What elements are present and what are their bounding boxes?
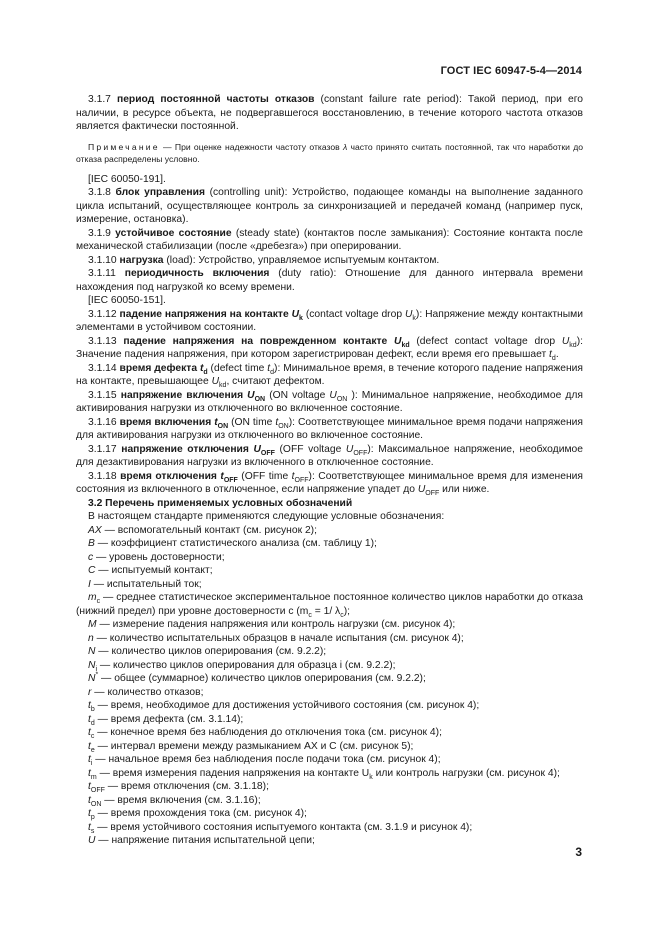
list-item: $t_{OFF}$ — время отключения (см. 3.1.18); [88,781,269,795]
list-item: $t_e$ — интервал времени между размыканием AX и C (см. рисунок 5); [88,740,414,754]
note: Примечание — При оценке надежности частоту отказов λ часто принято считать постоянной, так что наработки до отказа распределены условно. [76,141,583,164]
list-item: AX — вспомогательный контакт (см. рисунок 2); [88,524,317,536]
page-header: ГОСТ IEC 60947-5-4—2014 [440,65,582,77]
list-item: $t_s$ — время устойчивого состояния испытуемого контакта (см. 3.1.9 и рисунок 4); [88,821,473,835]
definition-3-1-13: 3.1.13 падение напряжения на поврежденном контакте $U_{kd}$ (defect contact voltage drop $U_{kd}$): Значение падения напряжения, при котором зарегистрирован дефект, если время его превышает $t_d$. [76,335,583,363]
page-number: 3 [575,844,582,859]
list-item: c — уровень достоверности; [88,551,225,563]
definition-3-1-9: 3.1.9 устойчивое состояние (steady state) (контактов после замыкания): Состояние контакта после механической стабилизации (после «дребезга») при оперировании. [76,227,583,252]
list-item: C — испытуемый контакт; [88,565,213,576]
list-item: $t_i$ — начальное время без наблюдения после подачи тока (см. рисунок 4); [88,754,441,768]
list-item: $N_i$ — количество циклов оперирования для образца i (см. 9.2.2); [88,659,396,673]
list-item: N* — общее (суммарное) количество циклов оперирования (см. 9.2.2); [88,671,426,684]
definition-3-1-8: 3.1.8 блок управления (controlling unit): Устройство, подающее команды на выполнение заданного цикла испытаний, осуществляющее контроль за синхронизацией и передачей команд (например пуск, измерение, остановка). [76,187,583,225]
list-item: $t_b$ — время, необходимое для достижения устойчивого состояния (см. рисунок 4); [88,700,480,714]
definition-3-1-7: 3.1.7 период постоянной частоты отказов (constant failure rate period): Такой период, при его наличии, в ресурсе объекта, не подвергавшегося восстановлению, в течение которого частота отказов является фактически постоянной. [76,94,583,132]
list-item: $t_m$ — время измерения падения напряжения на контакте $U_k$ или контроль нагрузки (см. рисунок 4); [88,767,560,781]
definition-3-1-10: 3.1.10 нагрузка (load): Устройство, управляемое испытуемым контактом. [88,254,440,266]
section-intro: В настоящем стандарте применяются следующие условные обозначения: [88,511,445,522]
list-item: I — испытательный ток; [88,578,202,590]
list-item: $t_p$ — время прохождения тока (см. рисунок 4); [88,808,307,822]
list-item: B — коэффициент статистического анализа (см. таблицу 1); [88,538,377,549]
list-item: r — количество отказов; [88,686,204,698]
definition-3-1-15: 3.1.15 напряжение включения $U_{ON}$ (ON voltage $U_{ON}$ ): Минимальное напряжение, необходимое для активирования нагрузки из отключенного во включенное состояние. [76,389,583,414]
list-item: $t_{ON}$ — время включения (см. 3.1.16); [88,794,261,808]
list-item: U — напряжение питания испытательной цепи; [88,835,315,846]
list-item: N — количество циклов оперирования (см. 9.2.2); [88,646,327,657]
definition-3-1-18: 3.1.18 время отключения $t_{OFF}$ (OFF time $t_{OFF}$): Соответствующее минимальное время для изменения состояния из включенного в отключенное, если напряжение упадет до $U_{OFF}$ или ниже. [76,470,583,498]
list-item: $t_c$ — конечное время без наблюдения до отключения тока (см. рисунок 4); [88,727,442,741]
list-item: n — количество испытательных образцов в начале испытания (см. рисунок 4); [88,632,464,644]
definition-3-1-11: 3.1.11 периодичность включения (duty ratio): Отношение для данного интервала времени нахождения под нагрузкой ко всему времени. [76,268,583,293]
definition-3-1-12: 3.1.12 падение напряжения на контакте $U_k$ (contact voltage drop $U_k$): Напряжение между контактными элементами в устойчивом состоянии. [76,308,583,333]
page-body [76,93,583,848]
definition-3-1-14: 3.1.14 время дефекта $t_d$ (defect time $t_d$): Минимальное время, в течение которого падение напряжения на контакте, превышающее $U_{kd}$, считают дефектом. [76,362,583,390]
list-item: $t_d$ — время дефекта (см. 3.1.14); [88,713,244,727]
definition-3-1-17: 3.1.17 напряжение отключения $U_{OFF}$ (OFF voltage $U_{OFF}$): Максимальное напряжение, необходимое для дезактивирования нагрузки из включенного в отключенное состояние. [76,443,583,468]
symbol-list [76,524,583,848]
list-item: $m_c$ — среднее статистическое экспериментальное постоянное количество циклов наработки до отказа (нижний предел) при уровне достоверности c ($m_c = 1/$ $\lambda_c$); [76,592,583,619]
reference-iec-191: [IEC 60050-191]. [88,173,166,185]
section-heading: 3.2 Перечень применяемых условных обозначений [88,497,353,509]
reference-iec-151: [IEC 60050-151]. [88,295,166,306]
definition-3-1-16: 3.1.16 время включения $t_{ON}$ (ON time $t_{ON}$): Соответствующее минимальное время подачи напряжения для активирования нагрузки из отключенного во включенное состояние. [76,416,583,441]
list-item: M — измерение падения напряжения или контроль нагрузки (см. рисунок 4); [88,619,456,630]
